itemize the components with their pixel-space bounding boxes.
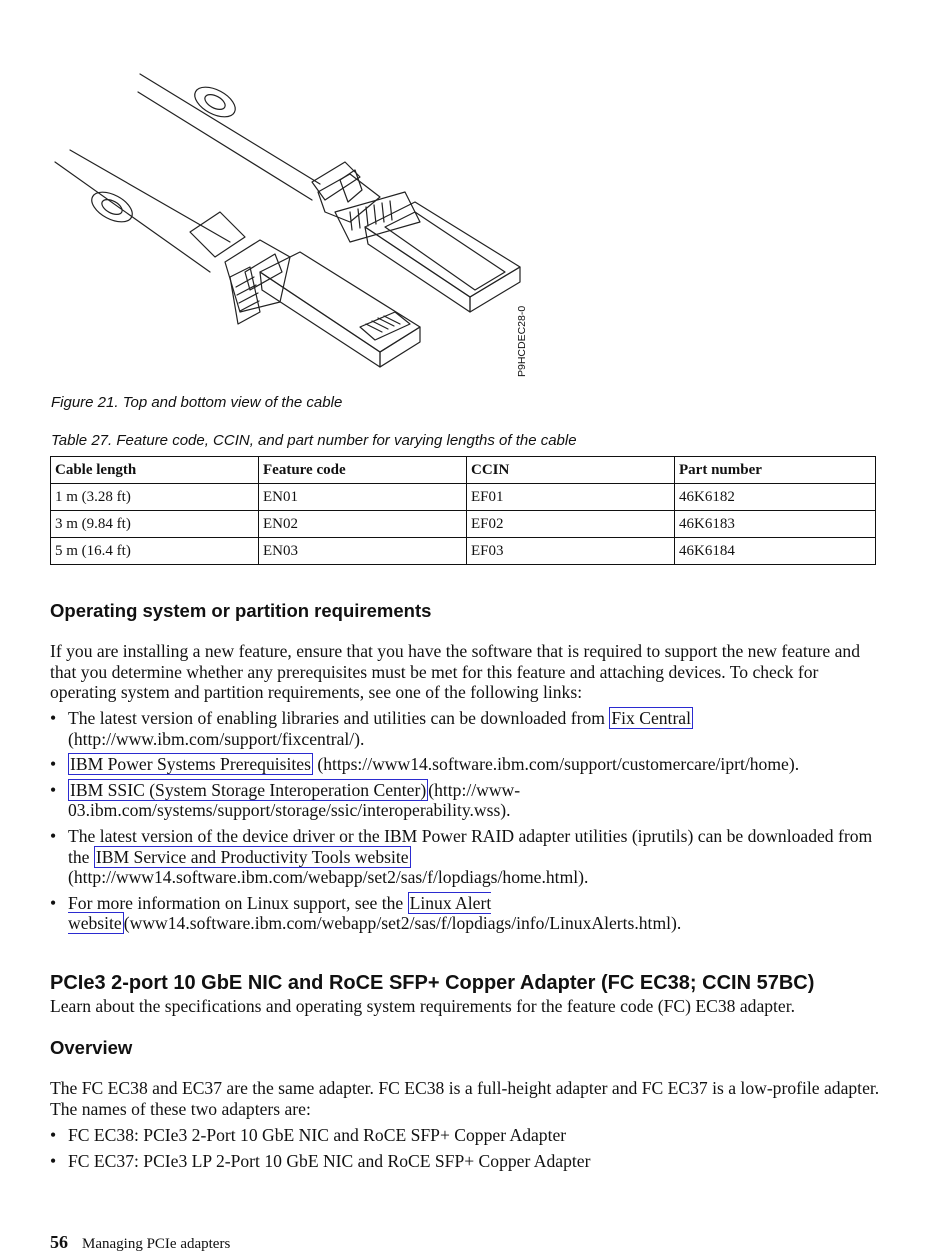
os-requirements-heading: Operating system or partition requirements (50, 600, 432, 621)
upper-connector-body (365, 202, 520, 297)
lower-connector-body (260, 252, 420, 352)
column-header-ccin: CCIN (467, 457, 675, 484)
table-row (51, 484, 876, 511)
table-cell: EN01 (259, 484, 467, 511)
upper-cable (138, 74, 320, 200)
linux-alert-link[interactable]: Linux Alert website (68, 892, 492, 934)
lower-cable (55, 150, 230, 272)
table-cell: EF03 (467, 538, 675, 565)
list-item: • IBM Power Systems Prerequisites (https://www14.software.ibm.com/support/customercare/iprt/home). (50, 754, 880, 775)
page-number: 56 (50, 1232, 68, 1252)
adapter-section-heading: PCIe3 2-port 10 GbE NIC and RoCE SFP+ Copper Adapter (FC EC38; CCIN 57BC) (50, 972, 815, 994)
table-row (51, 511, 876, 538)
column-header-part-number: Part number (675, 457, 876, 484)
page-footer (50, 1232, 230, 1253)
upper-connector-grip (335, 192, 420, 242)
fix-central-link[interactable]: Fix Central (611, 708, 691, 728)
column-header-feature-code: Feature code (259, 457, 467, 484)
table-cell: EF01 (467, 484, 675, 511)
table-cell: EF02 (467, 511, 675, 538)
list-item: • For more information on Linux support, see the Linux Alert website (www14.software.ibm.com/webapp/set2/sas/f/lopdiags/info/LinuxAlerts.html). (50, 893, 880, 934)
footer-title: Managing PCIe adapters (82, 1236, 231, 1252)
table-cell: 46K6183 (675, 511, 876, 538)
list-item: • IBM SSIC (System Storage Interoperation Center) (http://www-03.ibm.com/systems/support/storage/ssic/interoperability.wss). (50, 780, 880, 821)
list-item: • FC EC38: PCIe3 2-Port 10 GbE NIC and RoCE SFP+ Copper Adapter (50, 1125, 880, 1146)
table-caption: Table 27. Feature code, CCIN, and part number for varying lengths of the cable (51, 432, 577, 449)
overview-adapter-list (50, 1125, 880, 1176)
table-cell: 46K6184 (675, 538, 876, 565)
power-prerequisites-link[interactable]: IBM Power Systems Prerequisites (70, 754, 311, 775)
adapter-section-intro: Learn about the specifications and operating system requirements for the feature code (FC) EC38 adapter. (50, 996, 796, 1016)
overview-text: The FC EC38 and EC37 are the same adapter. FC EC38 is a full-height adapter and FC EC37 is a low-profile adapter. The names of these two adapters are: (50, 1078, 880, 1119)
table-header-row (51, 457, 876, 484)
table-cell: 1 m (3.28 ft) (51, 484, 259, 511)
column-header-cable-length: Cable length (51, 457, 259, 484)
cable-parts-table (50, 456, 876, 565)
lower-pull-tab (87, 186, 137, 228)
table-cell: 46K6182 (675, 484, 876, 511)
figure-id-label: P9HCDEC28-0 (516, 305, 528, 377)
table-cell: 5 m (16.4 ft) (51, 538, 259, 565)
figure-caption: Figure 21. Top and bottom view of the cable (51, 394, 343, 411)
table-cell: 3 m (9.84 ft) (51, 511, 259, 538)
overview-heading: Overview (50, 1037, 133, 1058)
ibm-ssic-link[interactable]: IBM SSIC (System Storage Interoperation Center) (70, 779, 427, 800)
list-item: • The latest version of enabling libraries and utilities can be downloaded from Fix Central (http://www.ibm.com/support/fixcentral/). (50, 708, 880, 749)
upper-pull-tab (190, 81, 240, 123)
table-row (51, 538, 876, 565)
os-requirements-intro: If you are installing a new feature, ensure that you have the software that is required to support the new feature and that you determine whether any prerequisites must be met for this feature and attaching devices. To check for operating system and partition requirements, see one of the following links: (50, 641, 860, 703)
list-item: • FC EC37: PCIe3 LP 2-Port 10 GbE NIC and RoCE SFP+ Copper Adapter (50, 1151, 880, 1172)
table-cell: EN03 (259, 538, 467, 565)
service-productivity-tools-link[interactable]: IBM Service and Productivity Tools website (95, 846, 409, 867)
os-requirements-links-list (50, 708, 880, 939)
table-cell: EN02 (259, 511, 467, 538)
cable-illustration (50, 62, 540, 382)
list-item: • The latest version of the device driver or the IBM Power RAID adapter utilities (iprutils) can be downloaded from the IBM Service and Productivity Tools website (http://www14.software.ibm.com/webapp/set2/sas/f/lopdiags/home.html). (50, 826, 880, 888)
